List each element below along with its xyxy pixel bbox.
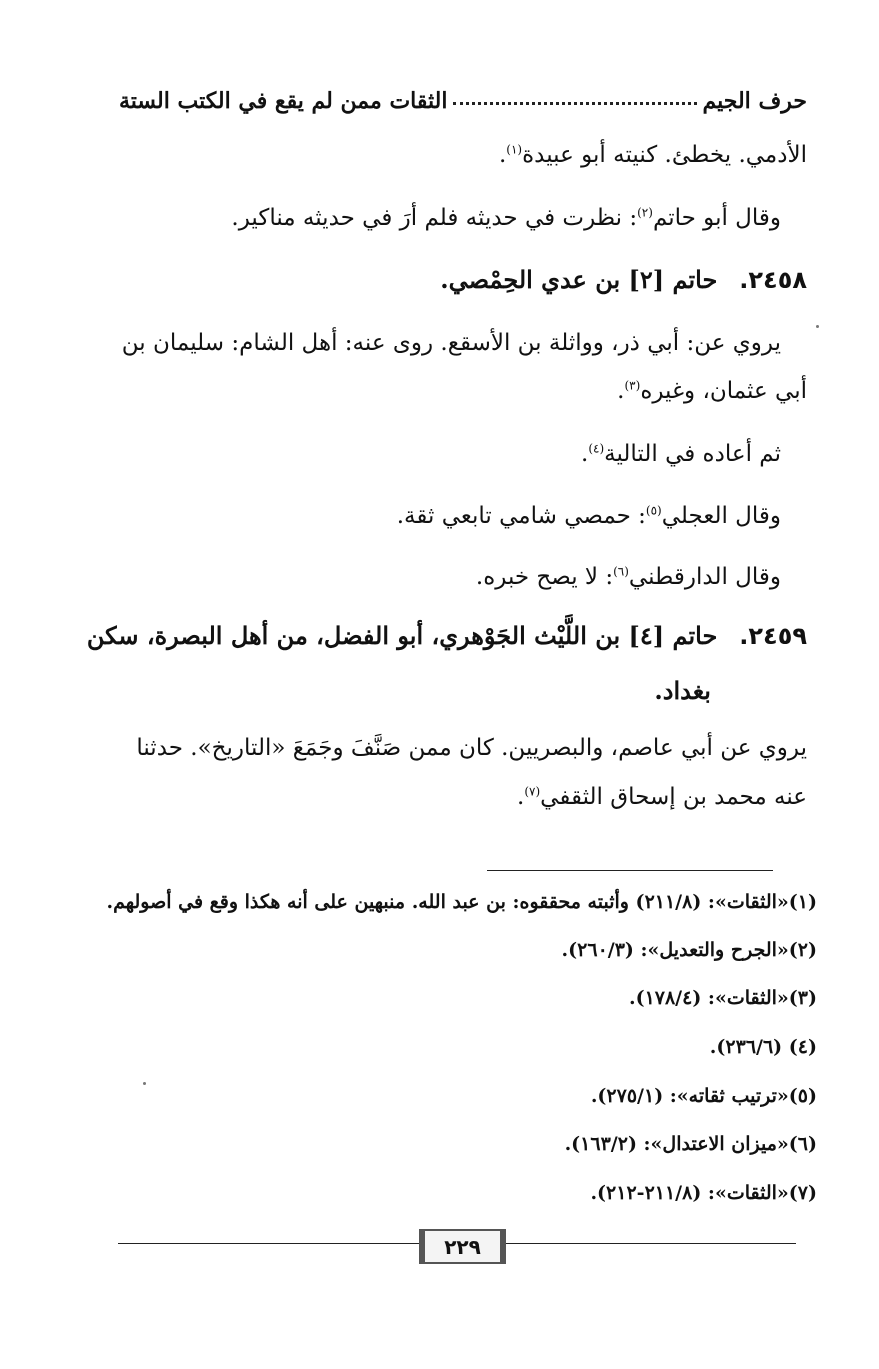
entry-title: حاتم [٢] بن عدي الحِمْصي. [440,265,718,294]
entry-heading [87,618,807,654]
body-line: أبي عثمان، وغيره$^{(٣)}$. [617,378,807,404]
body-line: الأدمي. يخطئ. كنيته أبو عبيدة$^{(١)}$. [498,142,807,168]
footnote-item: (٤) (٢٣٦/٦). [709,1036,817,1058]
footnote-item: (٧)«الثقات»: (٢١١/٨-٢١٢). [590,1182,817,1204]
scan-speck [816,325,819,328]
entry-heading-continuation: بغداد. [654,676,711,705]
scan-speck [143,1082,146,1085]
footnote-item: (٥)«ترتيب ثقاته»: (٢٧٥/١). [590,1085,817,1107]
body-line: يروي عن: أبي ذر، وواثلة بن الأسقع. روى عنه: أهل الشام: سليمان بن [121,330,781,356]
footnote-item: (١)«الثقات»: (٢١١/٨) وأثبته محققوه: بن عبد الله. منبهين على أنه هكذا وقع في أصولهم. [106,891,817,913]
header-book-title: الثقات ممن لم يقع في الكتب الستة [119,88,448,114]
footer-rule-left [118,1243,419,1244]
footnote-ref[interactable]: (٥) [645,503,662,518]
footnote-separator [487,870,773,871]
header-dot-leader [453,102,696,105]
body-line: عنه محمد بن إسحاق الثقفي$^{(٧)}$. [517,784,807,810]
footnote-ref[interactable]: (٣) [624,378,641,393]
footnote-ref[interactable]: (٢) [637,205,653,220]
page-number: ٢٢٩ [419,1229,506,1264]
body-line: وقال الدارقطني$^{(٦)}$: لا يصح خبره. [475,564,781,590]
footnote-item: (٢)«الجرح والتعديل»: (٢٦٠/٣). [561,939,817,961]
body-line: يروي عن أبي عاصم، والبصريين. كان ممن صَنَّفَ وجَمَعَ «التاريخ». حدثنا [136,735,807,761]
entry-heading [440,262,807,298]
footnote-item: (٣)«الثقات»: (١٧٨/٤). [628,987,817,1009]
body-line: وقال العجلي$^{(٥)}$: حمصي شامي تابعي ثقة. [396,503,781,529]
running-header [119,80,807,114]
footnote-ref[interactable]: (١) [506,142,523,157]
entry-title: حاتم [٤] بن اللَّيْث الجَوْهري، أبو الفضل، من أهل البصرة، سكن [86,621,718,650]
entry-number: ٢٤٥٨. [739,266,807,294]
footnote-item: (٦)«ميزان الاعتدال»: (١٦٣/٢). [564,1133,817,1155]
footnote-ref[interactable]: (٦) [613,564,629,579]
footnote-ref[interactable]: (٧) [524,784,541,799]
footer-rule-right [506,1243,796,1244]
header-chapter-title: حرف الجيم [702,88,807,114]
body-line: ثم أعاده في التالية$^{(٤)}$. [581,441,781,467]
body-line: وقال أبو حاتم$^{(٢)}$: نظرت في حديثه فلم أرَ في حديثه مناكير. [231,205,781,231]
entry-number: ٢٤٥٩. [739,622,807,650]
footnote-ref[interactable]: (٤) [588,441,605,456]
